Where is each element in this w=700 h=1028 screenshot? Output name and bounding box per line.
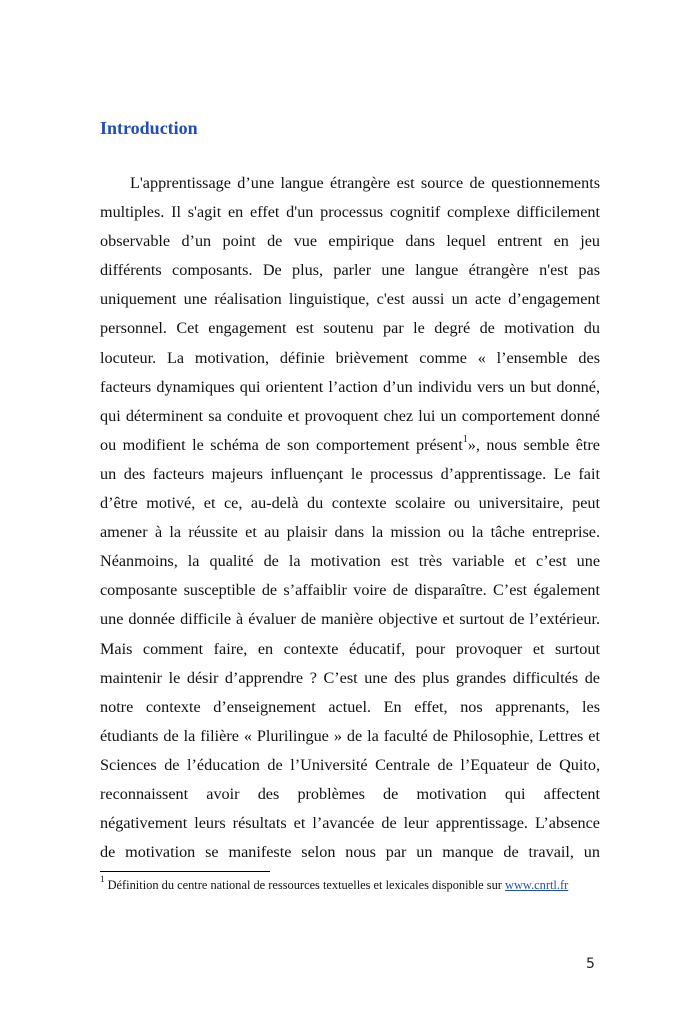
paragraph-line: notre contexte d’enseignement actuel. En effet, nos apprenants, les: [100, 697, 600, 716]
paragraph-line: uniquement une réalisation linguistique, c'est aussi un acte d’engagement: [100, 290, 600, 309]
paragraph-line: un des facteurs majeurs influençant le processus d’apprentissage. Le fait: [100, 464, 600, 483]
paragraph-line: différents composants. De plus, parler une langue étrangère n'est pas: [100, 261, 600, 280]
footnote-text: Définition du centre national de ressources textuelles et lexicales disponible sur: [104, 878, 506, 892]
page-number: 5: [586, 956, 595, 972]
body-paragraph: [100, 169, 600, 867]
paragraph-line: une donnée difficile à évaluer de manière objective et surtout de l’extérieur.: [100, 610, 600, 629]
footnote-link[interactable]: www.cnrtl.fr: [505, 878, 569, 892]
paragraph-line: maintenir le désir d’apprendre ? C’est une des plus grandes difficultés de: [100, 668, 600, 687]
paragraph-line: observable d’un point de vue empirique dans lequel entrent en jeu: [100, 232, 600, 251]
paragraph-line: étudiants de la filière « Plurilingue » de la faculté de Philosophie, Lettres et: [100, 726, 600, 745]
paragraph-line: amener à la réussite et au plaisir dans la mission ou la tâche entreprise.: [100, 523, 600, 542]
paragraph-line: qui déterminent sa conduite et provoquent chez lui un comportement donné: [100, 406, 600, 425]
paragraph-line: L'apprentissage d’une langue étrangère est source de questionnements: [130, 174, 600, 192]
paragraph-line: multiples. Il s'agit en effet d'un processus cognitif complexe difficilement: [100, 203, 600, 222]
footnote: [100, 873, 620, 893]
paragraph-line: personnel. Cet engagement est soutenu par le degré de motivation du: [100, 319, 600, 338]
paragraph-line: composante susceptible de s’affaiblir voire de disparaître. C’est également: [100, 581, 600, 600]
paragraph-line: facteurs dynamiques qui orientent l’action d’un individu vers un but donné,: [100, 377, 600, 396]
line-text-tail: », nous semble être: [467, 435, 600, 454]
paragraph-line: Sciences de l’éducation de l’Université Centrale de l’Equateur de Quito,: [100, 755, 600, 774]
paragraph-line: reconnaissent avoir des problèmes de motivation qui affectent: [100, 784, 600, 803]
paragraph-line: locuteur. La motivation, définie brièvement comme « l’ensemble des: [100, 348, 600, 367]
paragraph-line: Néanmoins, la qualité de la motivation est très variable et c’est une: [100, 552, 600, 571]
paragraph-line: Mais comment faire, en contexte éducatif, pour provoquer et surtout: [100, 639, 600, 658]
paragraph-line: négativement leurs résultats et l’avancée de leur apprentissage. L’absence: [100, 814, 600, 833]
paragraph-line-with-footnote: [100, 431, 600, 460]
paragraph-line: de motivation se manifeste selon nous par un manque de travail, un: [100, 843, 600, 862]
section-heading: Introduction: [100, 118, 198, 138]
line-text: ou modifient le schéma de son comportement présent: [100, 435, 463, 454]
footnote-separator: [100, 871, 270, 872]
footnote-reference[interactable]: 1: [462, 434, 468, 446]
paragraph-line: d’être motivé, et ce, au-delà du contexte scolaire ou universitaire, peut: [100, 494, 600, 513]
footnote-marker: 1: [100, 873, 105, 884]
